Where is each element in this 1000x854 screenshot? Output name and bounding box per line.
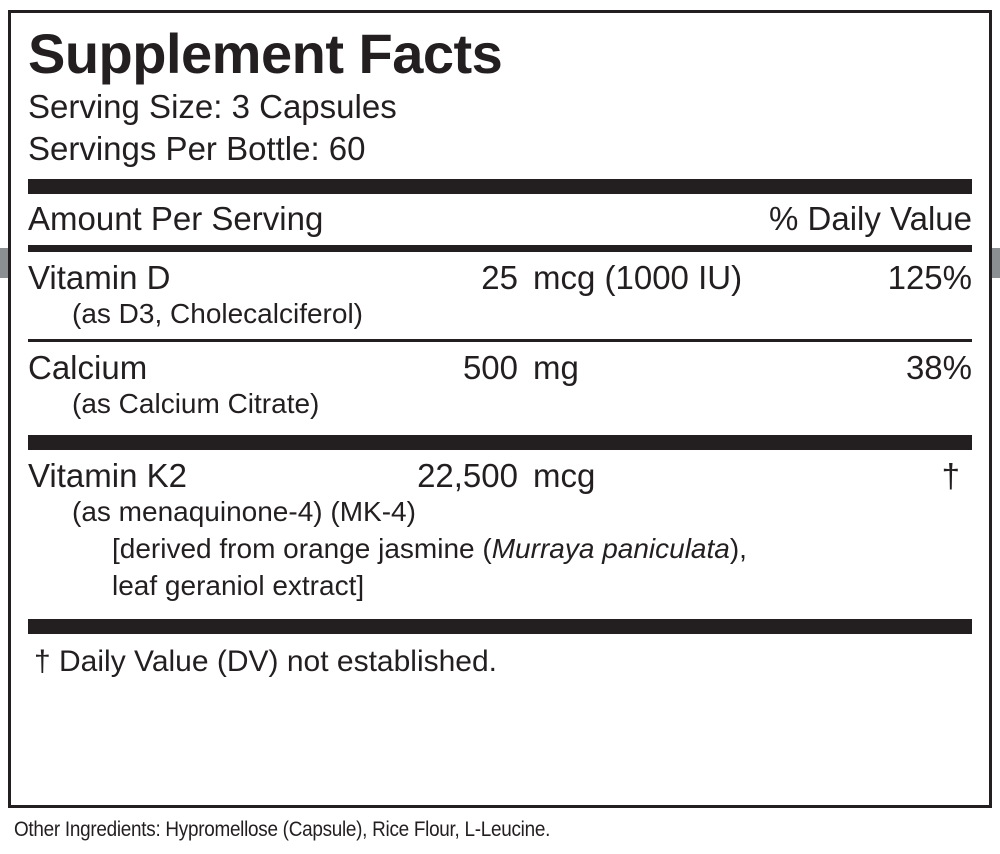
nutrient-row-calcium	[28, 342, 972, 386]
nutrient-unit: mcg	[533, 457, 596, 495]
nutrient-unit: mcg (1000 IU)	[533, 259, 743, 297]
nutrient-daily-value: †	[941, 457, 960, 495]
table-header-row	[28, 194, 972, 245]
panel-title: Supplement Facts	[28, 22, 503, 85]
nutrient-source-vitamin-k2: (as menaquinone-4) (MK-4)	[72, 496, 416, 528]
divider-thick-mid	[28, 435, 972, 450]
nutrient-daily-value: 38%	[905, 349, 972, 387]
detail-pre: [derived from orange jasmine (	[112, 533, 492, 565]
nutrient-amount: 500	[462, 349, 518, 387]
nutrient-row-vitamin-d	[28, 252, 972, 296]
nutrient-source-detail-line-2: leaf geraniol extract]	[112, 570, 365, 602]
other-ingredients: Other Ingredients: Hypromellose (Capsule), Rice Flour, L-Leucine.	[14, 818, 551, 841]
nutrient-source-vitamin-d: (as D3, Cholecalciferol)	[72, 298, 363, 330]
nutrient-source-detail-line-1	[28, 531, 972, 568]
nutrient-amount: 22,500	[417, 457, 518, 495]
servings-per-bottle: Servings Per Bottle: 60	[28, 130, 366, 168]
detail-post: ),	[729, 533, 747, 565]
nutrient-amount: 25	[481, 259, 518, 297]
daily-value-footnote: † Daily Value (DV) not established.	[34, 645, 498, 679]
nutrient-source-calcium: (as Calcium Citrate)	[72, 388, 320, 420]
header-amount-per-serving: Amount Per Serving	[28, 200, 324, 238]
nutrient-daily-value: 125%	[887, 259, 972, 297]
nutrient-name: Calcium	[28, 349, 148, 387]
header-daily-value: % Daily Value	[769, 200, 972, 238]
detail-latin-name: Murraya paniculata	[491, 533, 730, 565]
serving-size: Serving Size: 3 Capsules	[28, 87, 397, 125]
nutrient-unit: mg	[533, 349, 579, 387]
divider-thick-bottom	[28, 619, 972, 634]
right-edge-marker	[992, 248, 1000, 278]
nutrient-name: Vitamin K2	[28, 457, 187, 495]
supplement-facts-panel	[8, 10, 992, 808]
left-edge-marker	[0, 248, 8, 278]
nutrient-row-vitamin-k2	[28, 450, 972, 494]
divider-thick-top	[28, 179, 972, 194]
nutrient-name: Vitamin D	[28, 259, 171, 297]
divider-medium-1	[28, 245, 972, 252]
